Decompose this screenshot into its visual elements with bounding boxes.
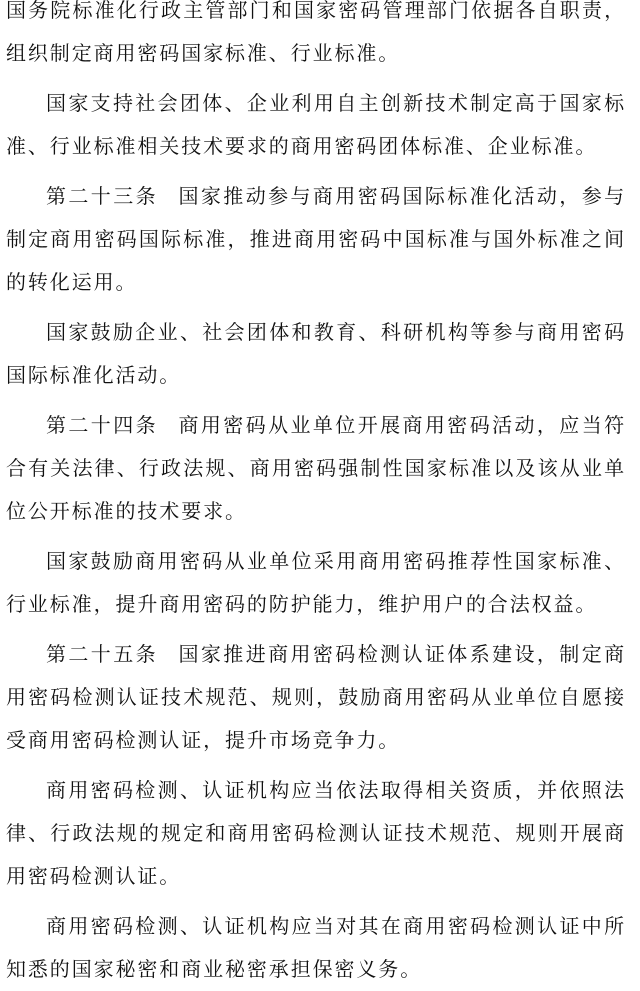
- paragraph-8: [6, 769, 626, 898]
- article-number: 第二十五条: [46, 642, 158, 666]
- paragraph-2: [6, 82, 626, 168]
- paragraph-text: 商用密码检测、认证机构应当依法取得相关资质，并依照法律、行政法规的规定和商用密码检测认证技术规范、规则开展商用密码检测认证。: [6, 778, 626, 888]
- paragraph-9: [6, 905, 626, 991]
- paragraph-1: [6, 0, 626, 75]
- paragraph-4: [6, 311, 626, 397]
- paragraph-text: 商用密码从业单位开展商用密码活动，应当符合有关法律、行政法规、商用密码强制性国家标准以及该从业单位公开标准的技术要求。: [6, 413, 626, 523]
- paragraph-text: 国家支持社会团体、企业利用自主创新技术制定高于国家标准、行业标准相关技术要求的商用密码团体标准、企业标准。: [6, 91, 626, 158]
- article-number: 第二十三条: [46, 184, 158, 208]
- paragraph-text: 国家推进商用密码检测认证体系建设，制定商用密码检测认证技术规范、规则，鼓励商用密码从业单位自愿接受商用密码检测认证，提升市场竞争力。: [6, 642, 626, 752]
- article-24: [6, 404, 626, 533]
- paragraph-text: 国家推动参与商用密码国际标准化活动，参与制定商用密码国际标准，推进商用密码中国标准与国外标准之间的转化运用。: [6, 184, 626, 294]
- paragraph-text: 国务院标准化行政主管部门和国家密码管理部门依据各自职责，组织制定商用密码国家标准、行业标准。: [6, 0, 626, 65]
- article-25: [6, 633, 626, 762]
- paragraph-text: 商用密码检测、认证机构应当对其在商用密码检测认证中所知悉的国家秘密和商业秘密承担保密义务。: [6, 914, 626, 981]
- article-23: [6, 175, 626, 304]
- paragraph-6: [6, 540, 626, 626]
- paragraph-text: 国家鼓励商用密码从业单位采用商用密码推荐性国家标准、行业标准，提升商用密码的防护能力，维护用户的合法权益。: [6, 549, 626, 616]
- paragraph-text: 国家鼓励企业、社会团体和教育、科研机构等参与商用密码国际标准化活动。: [6, 320, 626, 387]
- article-number: 第二十四条: [46, 413, 158, 437]
